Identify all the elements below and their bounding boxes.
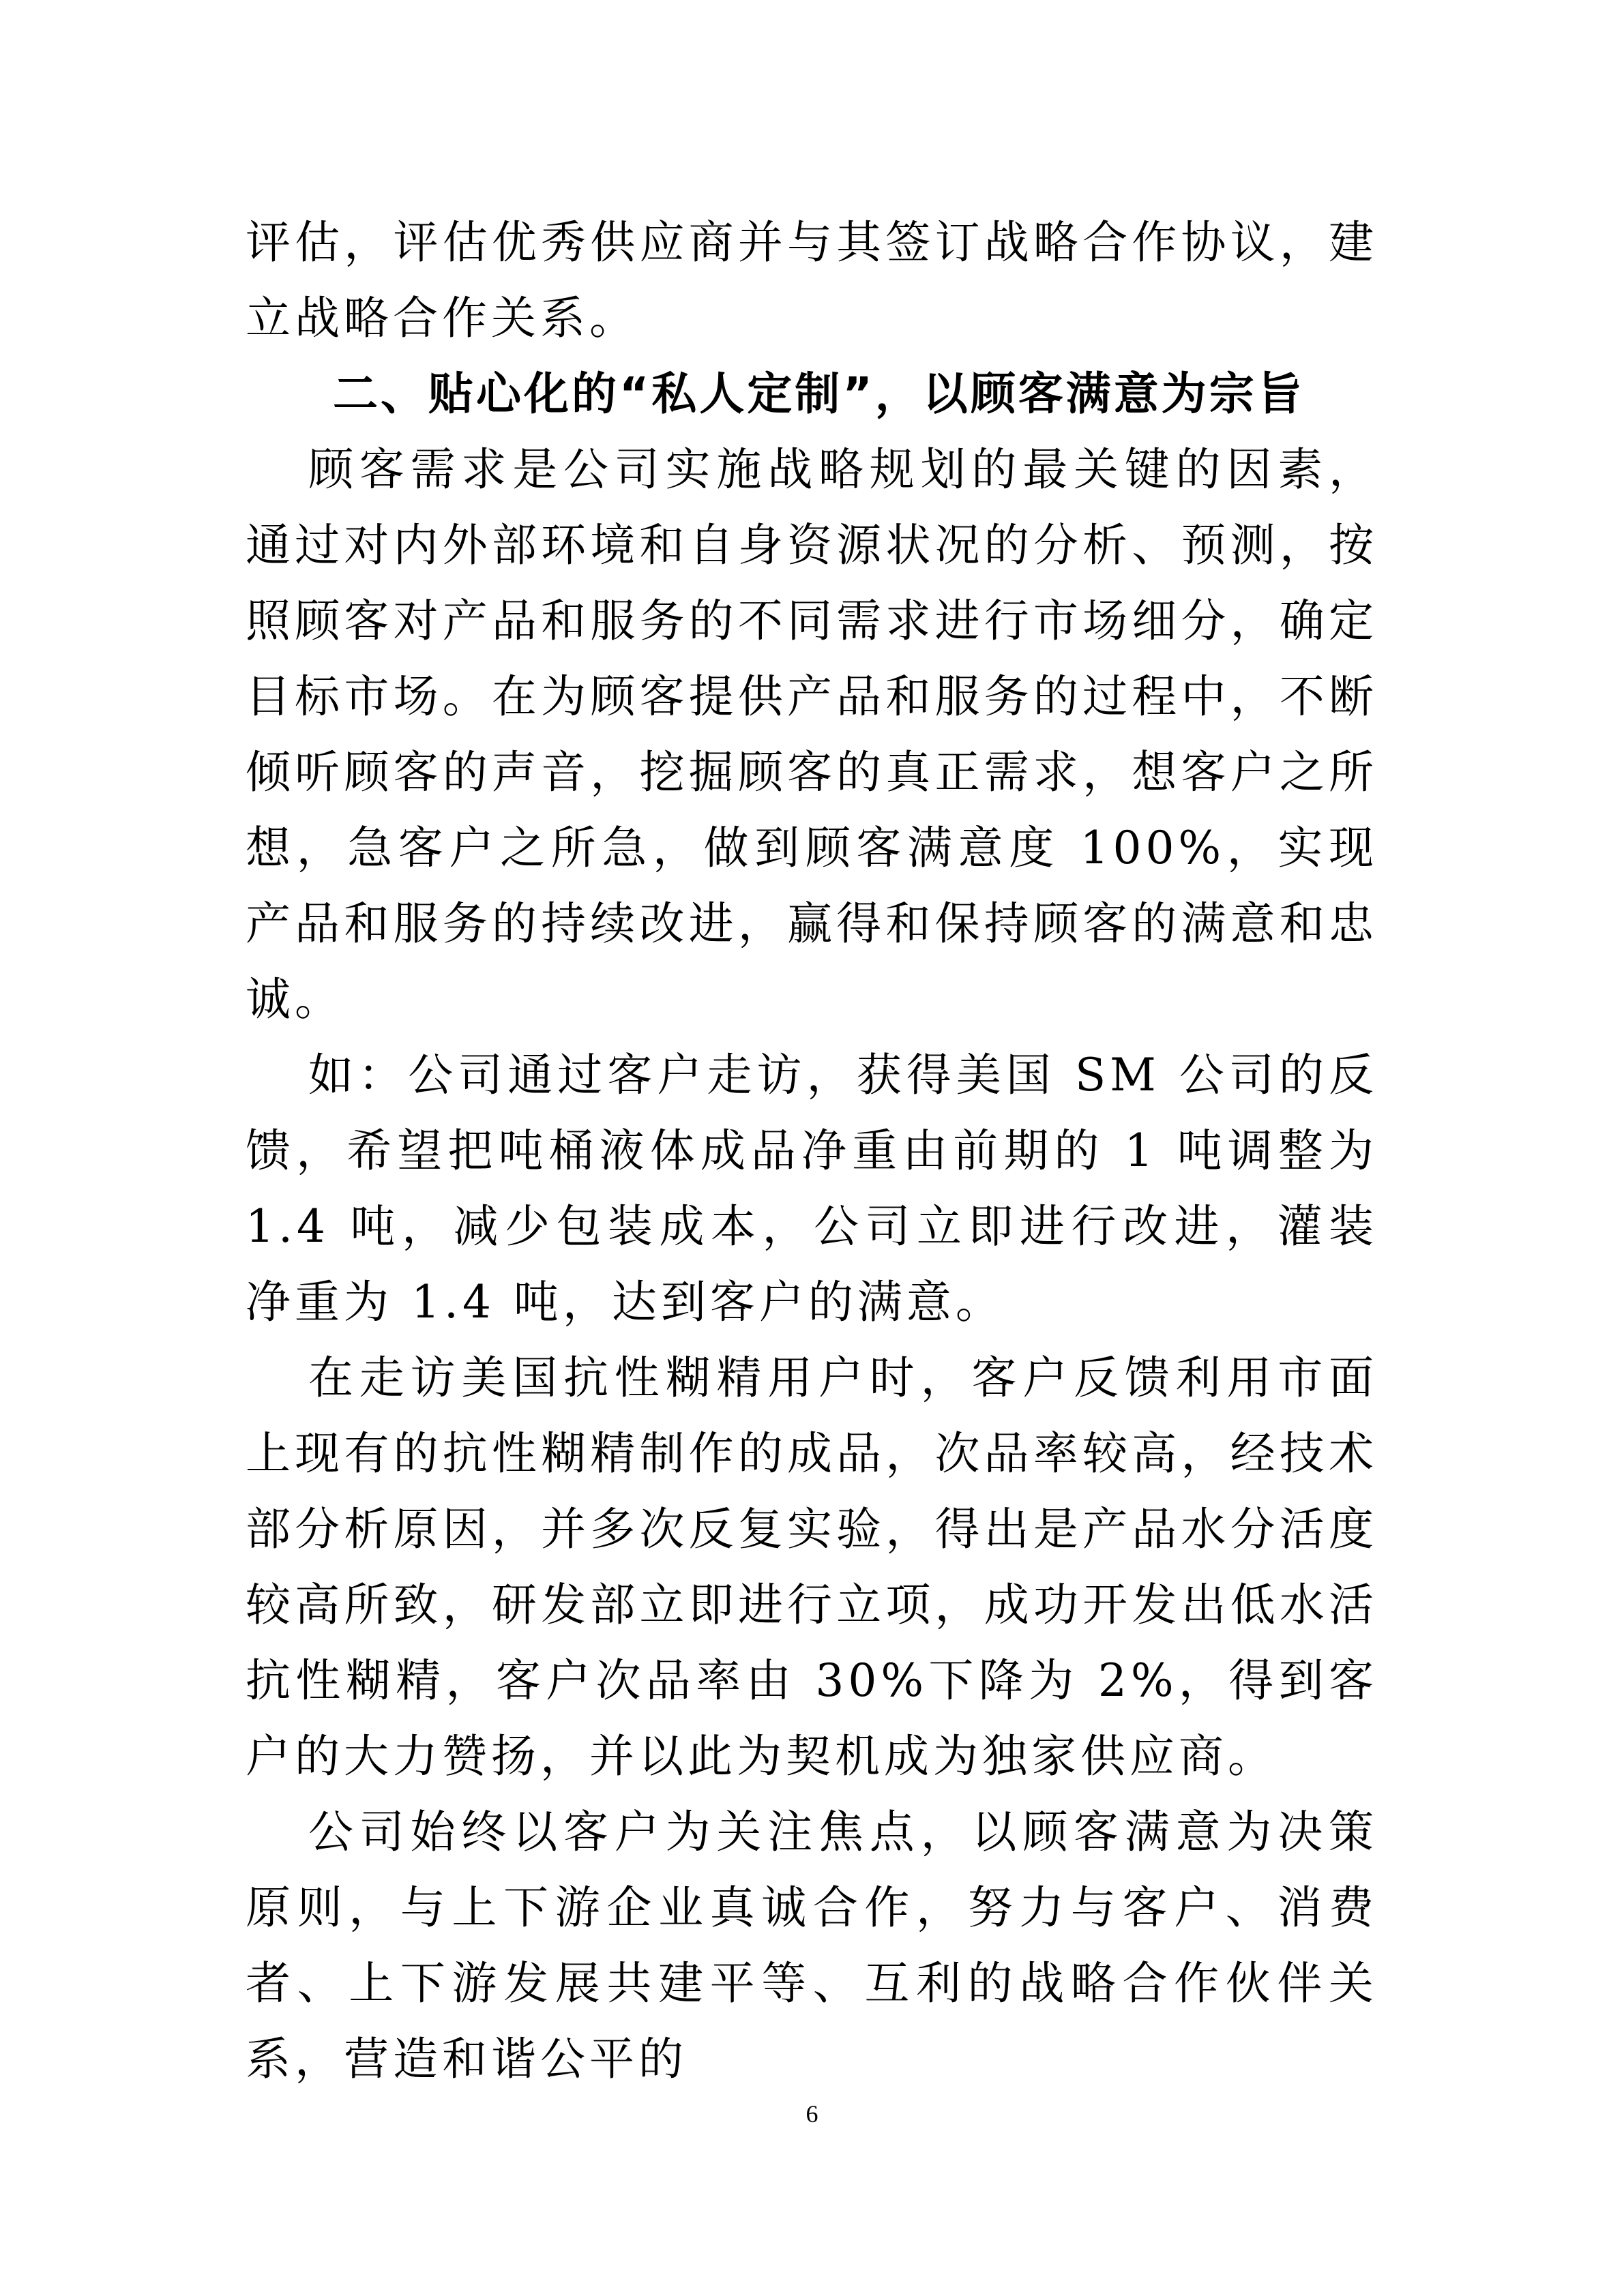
body-text [246,205,1378,2097]
paragraph-customer-needs: 顾客需求是公司实施战略规划的最关键的因素，通过对内外部环境和自身资源状况的分析、预测，按照顾客对产品和服务的不同需求进行市场细分，确定目标市场。在为顾客提供产品和服务的过程中，不断倾听顾客的声音，挖掘顾客的真正需求，想客户之所想，急客户之所急，做到顾客满意度 100%，实现产品和服务的持续改进，赢得和保持顾客的满意和忠诚。 [246,443,1378,1026]
section-heading: 二、贴心化的“私人定制”，以顾客满意为宗旨 [333,368,1305,420]
paragraph-continuation: 评估，评估优秀供应商并与其签订战略合作协议，建立战略合作关系。 [246,216,1378,344]
paragraph-resistant-dextrin: 在走访美国抗性糊精用户时，客户反馈利用市面上现有的抗性糊精制作的成品，次品率较高，经技术部分析原因，并多次反复实验，得出是产品水分活度较高所致，研发部立即进行立项，成功开发出低水活抗性糊精，客户次品率由 30%下降为 2%，得到客户的大力赞扬，并以此为契机成为独家供应商。 [246,1352,1378,1783]
page-number: 6 [806,2100,818,2128]
paragraph-example-sm: 如：公司通过客户走访，获得美国 SM 公司的反馈，希望把吨桶液体成品净重由前期的 1 吨调整为 1.4 吨，减少包装成本，公司立即进行改进，灌装净重为 1.4 吨，达到客户的满意。 [246,1049,1378,1328]
paragraph-customer-focus: 公司始终以客户为关注焦点，以顾客满意为决策原则，与上下游企业真诚合作，努力与客户、消费者、上下游发展共建平等、互利的战略合作伙伴关系，营造和谐公平的 [246,1806,1378,2085]
